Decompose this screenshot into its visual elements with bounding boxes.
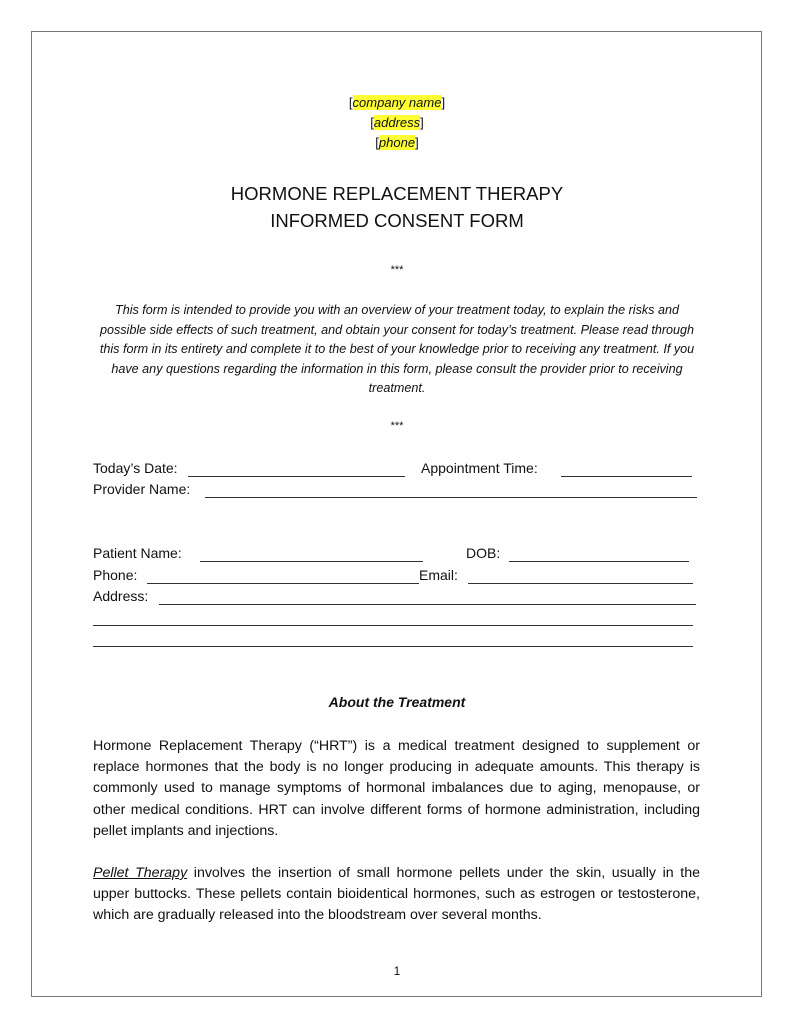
company-name-placeholder: [company name] bbox=[348, 95, 446, 110]
patient-name-label: Patient Name: bbox=[93, 545, 182, 561]
pellet-therapy-term: Pellet Therapy bbox=[93, 865, 188, 881]
address-field[interactable] bbox=[159, 604, 696, 605]
row-date-time bbox=[93, 460, 698, 481]
dob-field[interactable] bbox=[509, 561, 689, 562]
phone-field[interactable] bbox=[147, 583, 419, 584]
email-label: Email: bbox=[419, 567, 458, 583]
phone-label: Phone: bbox=[93, 567, 138, 583]
appointment-time-label: Appointment Time: bbox=[421, 460, 538, 476]
patient-name-field[interactable] bbox=[200, 561, 423, 562]
title-line-2: INFORMED CONSENT FORM bbox=[270, 210, 524, 231]
appointment-time-field[interactable] bbox=[561, 476, 692, 477]
row-address bbox=[93, 588, 698, 609]
row-phone-email bbox=[93, 567, 698, 588]
intro-text: This form is intended to provide you with an overview of your treatment today, to explain the risks and possible side effects of such treatment, and obtain your consent for today’s treatment. Please read through this form in its entirety and complete it to the best of your knowledge prior to receiving any treatment. If you have any questions regarding the information in this form, please consult the provider prior to receiving treatment. bbox=[99, 303, 695, 395]
todays-date-field[interactable] bbox=[188, 476, 405, 477]
title-line-1: HORMONE REPLACEMENT THERAPY bbox=[230, 183, 564, 204]
section-title: About the Treatment bbox=[328, 694, 466, 710]
row-patient-dob bbox=[93, 545, 698, 566]
address-label: Address: bbox=[93, 588, 149, 604]
provider-name-field[interactable] bbox=[205, 497, 697, 498]
company-name: company name bbox=[352, 95, 442, 110]
address-placeholder: [address] bbox=[370, 115, 424, 130]
separator: *** bbox=[390, 420, 404, 432]
page-border bbox=[31, 31, 762, 997]
address-field-line-3[interactable] bbox=[93, 646, 693, 647]
address-field-line-2[interactable] bbox=[93, 625, 693, 626]
phone-placeholder: [phone] bbox=[375, 135, 419, 150]
phone: phone bbox=[378, 135, 416, 150]
pellet-therapy-text: involves the insertion of small hormone pellets under the skin, usually in the upper buttocks. These pellets contain bioidentical hormones, such as estrogen or testosterone, which are gradually released into the bloodstream over several months. bbox=[93, 865, 700, 924]
dob-label: DOB: bbox=[466, 545, 501, 561]
row-provider bbox=[93, 481, 698, 502]
page-number: 1 bbox=[393, 964, 401, 978]
provider-name-label: Provider Name: bbox=[93, 481, 191, 497]
separator: *** bbox=[390, 264, 404, 276]
address: address bbox=[373, 115, 421, 130]
todays-date-label: Today’s Date: bbox=[93, 460, 178, 476]
paragraph-pellet bbox=[93, 863, 700, 927]
email-field[interactable] bbox=[468, 583, 693, 584]
paragraph-hrt: Hormone Replacement Therapy (“HRT”) is a medical treatment designed to supplement or replace hormones that the body is no longer producing in adequate amounts. This therapy is commonly used to manage symptoms of hormonal imbalances due to aging, menopause, or other medical conditions. HRT can involve different forms of hormone administration, including pellet implants and injections. bbox=[93, 738, 700, 839]
